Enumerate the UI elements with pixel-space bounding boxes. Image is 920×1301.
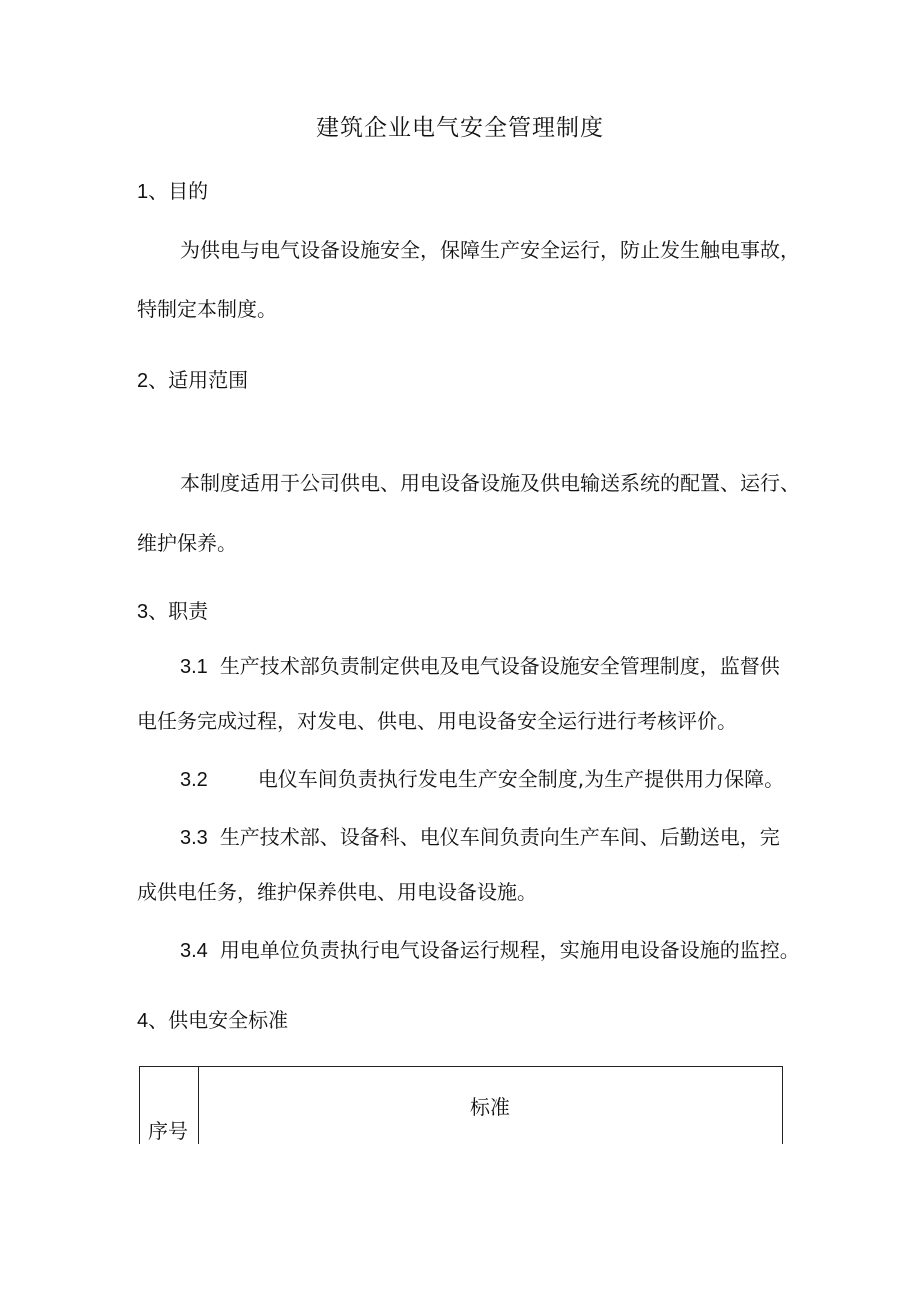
section-1-separator: 、: [148, 179, 169, 203]
item-3-3-text: 生产技术部、设备科、电仪车间负责向生产车间、后勤送电，完: [219, 825, 780, 849]
section-3-number: 3: [137, 601, 149, 623]
item-3-2-number: 3.2: [180, 769, 208, 791]
item-3-1-line-2: 电任务完成过程，对发电、供电、用电设备安全运行进行考核评价。: [137, 709, 737, 733]
section-2-paragraph-line-2: 维护保养。: [137, 531, 237, 555]
table-border-left: [139, 1066, 140, 1144]
section-1-paragraph-line-2: 特制定本制度。: [137, 297, 277, 321]
table-border-right: [782, 1066, 783, 1144]
item-3-3-line-2: 成供电任务，维护保养供电、用电设备设施。: [137, 880, 537, 904]
item-3-1-line-1: [180, 653, 780, 680]
section-1-heading: [137, 178, 208, 205]
item-3-3-number: 3.3: [180, 827, 208, 849]
section-2-number: 2: [137, 370, 149, 392]
section-1-paragraph-line-1: 为供电与电气设备设施安全，保障生产安全运行，防止发生触电事故，: [180, 238, 800, 262]
document-title: 建筑企业电气安全管理制度: [316, 115, 604, 141]
section-3-title: 职责: [168, 599, 209, 623]
item-3-2-text: 电仪车间负责执行发电生产安全制度,为生产提供用力保障。: [257, 767, 785, 791]
section-4-heading: [137, 1007, 288, 1034]
standards-table: [139, 1066, 783, 1145]
item-3-4-text: 用电单位负责执行电气设备运行规程，实施用电设备设施的监控。: [219, 938, 800, 962]
item-3-1-number: 3.1: [180, 656, 208, 678]
item-3-2-line-1: [180, 766, 784, 793]
section-4-number: 4: [137, 1010, 149, 1032]
table-header-sequence: 序号: [148, 1119, 188, 1143]
item-3-4-number: 3.4: [180, 940, 208, 962]
item-3-3-line-1: [180, 824, 780, 851]
section-4-title: 、供电安全标准: [148, 1008, 289, 1032]
section-2-heading: [137, 367, 248, 394]
section-2-paragraph-line-1: 本制度适用于公司供电、用电设备设施及供电输送系统的配置、运行、: [180, 471, 800, 495]
section-2-separator: 、: [148, 368, 169, 392]
section-1-number: 1: [137, 181, 149, 203]
section-3-heading: [137, 598, 208, 625]
section-2-title: 适用范围: [168, 368, 249, 392]
section-1-title: 目的: [168, 179, 209, 203]
item-3-4-line-1: [180, 937, 800, 964]
table-column-divider: [198, 1066, 199, 1144]
section-3-separator: 、: [148, 599, 169, 623]
table-header-standard: 标准: [470, 1095, 510, 1119]
item-3-1-text: 生产技术部负责制定供电及电气设备设施安全管理制度，监督供: [219, 654, 780, 678]
